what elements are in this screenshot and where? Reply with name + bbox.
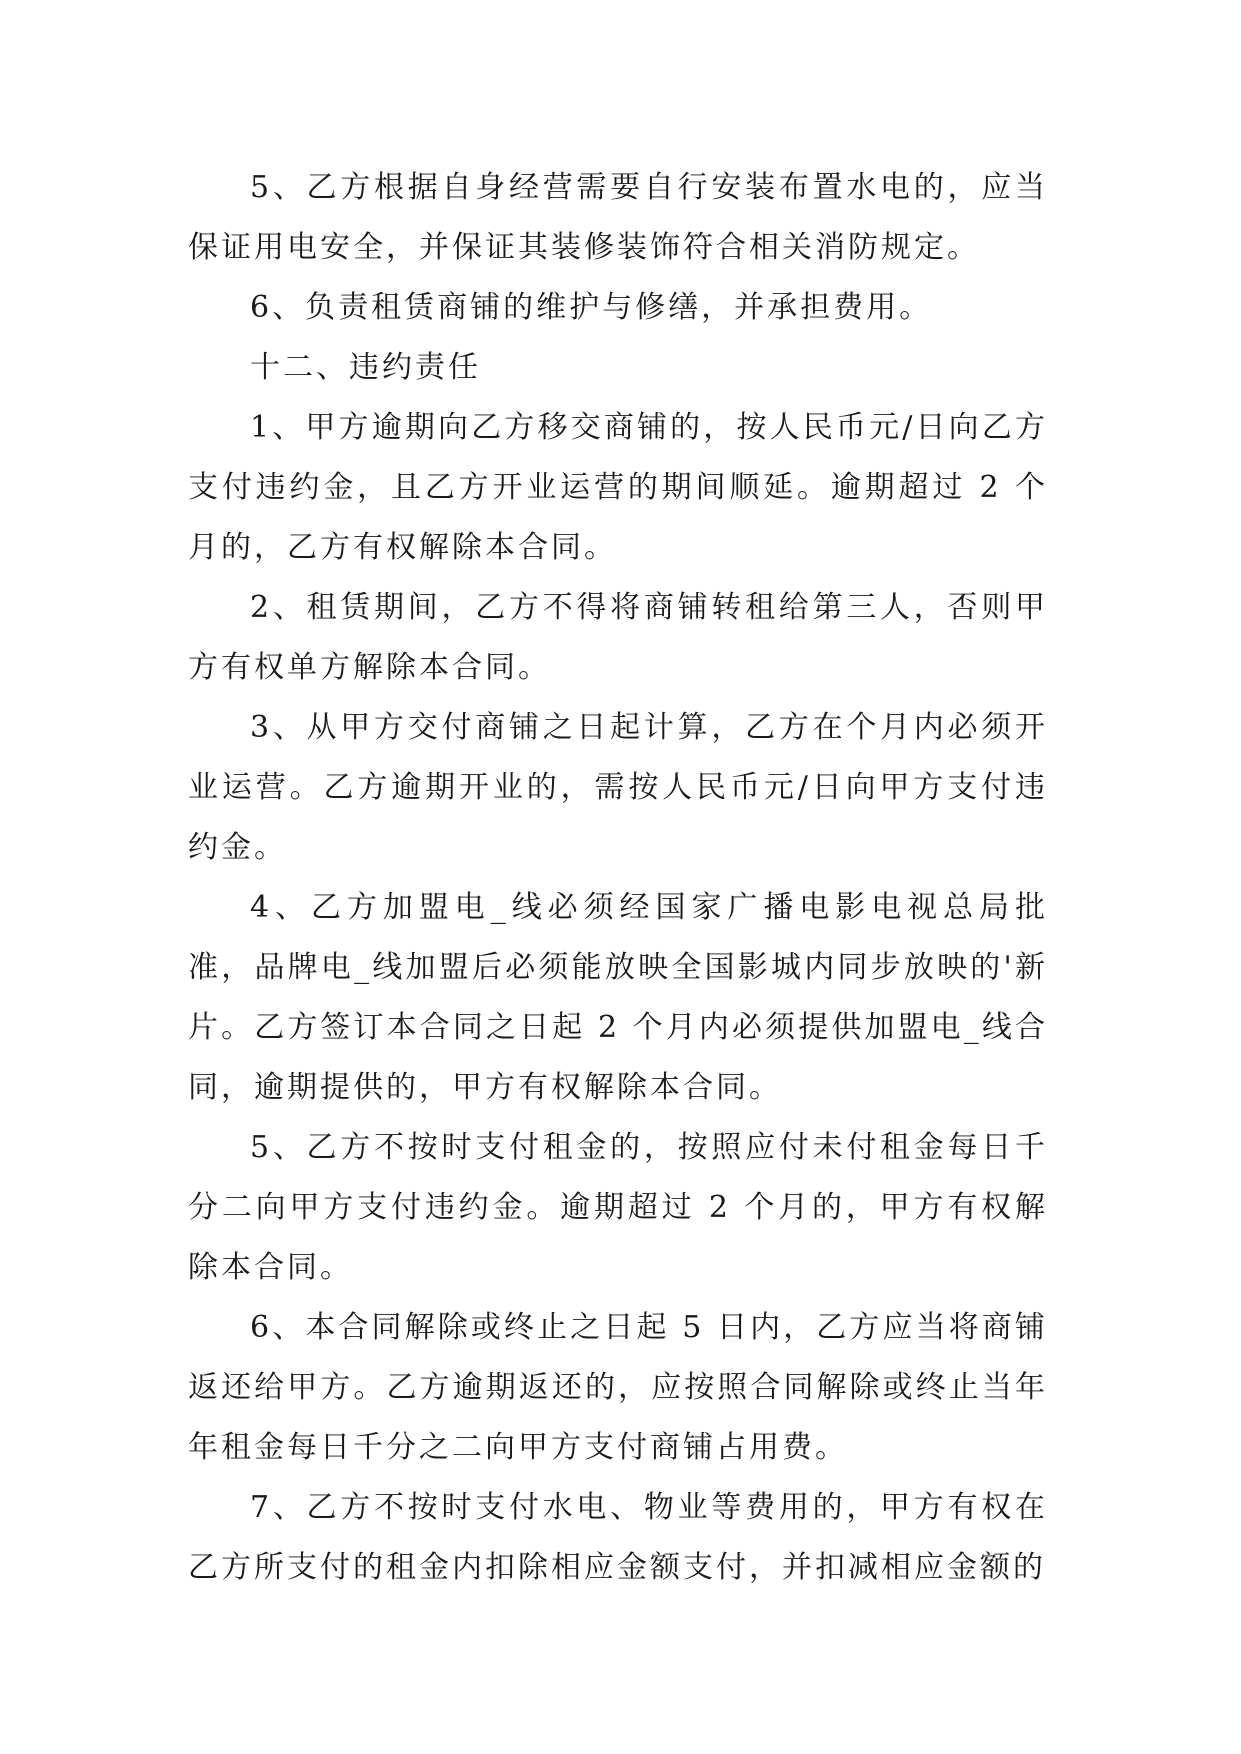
clause-paragraph: 6、负责租赁商铺的维护与修缮，并承担费用。: [250, 290, 933, 325]
clause-paragraph: 5、乙方不按时支付租金的，按照应付未付租金每日千分二向甲方支付违约金。逾期超过 2 个月的，甲方有权解除本合同。: [188, 1130, 1048, 1285]
clause-paragraph: 1、甲方逾期向乙方移交商铺的，按人民币元/日向乙方支付违约金，且乙方开业运营的期间顺延。逾期超过 2 个月的，乙方有权解除本合同。: [188, 410, 1048, 565]
clause-paragraph: 4、乙方加盟电_线必须经国家广播电影电视总局批准，品牌电_线加盟后必须能放映全国影城内同步放映的'新片。乙方签订本合同之日起 2 个月内必须提供加盟电_线合同，逾期提供的，甲方有权解除本合同。: [188, 890, 1048, 1105]
section-heading: 十二、违约责任: [250, 350, 481, 385]
clause-paragraph: 5、乙方根据自身经营需要自行安装布置水电的，应当保证用电安全，并保证其装修装饰符合相关消防规定。: [188, 170, 1048, 265]
clause-paragraph: 7、乙方不按时支付水电、物业等费用的，甲方有权在乙方所支付的租金内扣除相应金额支付，并扣减相应金额的: [188, 1490, 1048, 1585]
clause-paragraph: 2、租赁期间，乙方不得将商铺转租给第三人，否则甲方有权单方解除本合同。: [188, 590, 1048, 685]
clause-paragraph: 3、从甲方交付商铺之日起计算，乙方在个月内必须开业运营。乙方逾期开业的，需按人民币元/日向甲方支付违约金。: [188, 710, 1048, 865]
clause-paragraph: 6、本合同解除或终止之日起 5 日内，乙方应当将商铺返还给甲方。乙方逾期返还的，应按照合同解除或终止当年年租金每日千分之二向甲方支付商铺占用费。: [188, 1310, 1048, 1465]
document-body: [188, 158, 1048, 1598]
